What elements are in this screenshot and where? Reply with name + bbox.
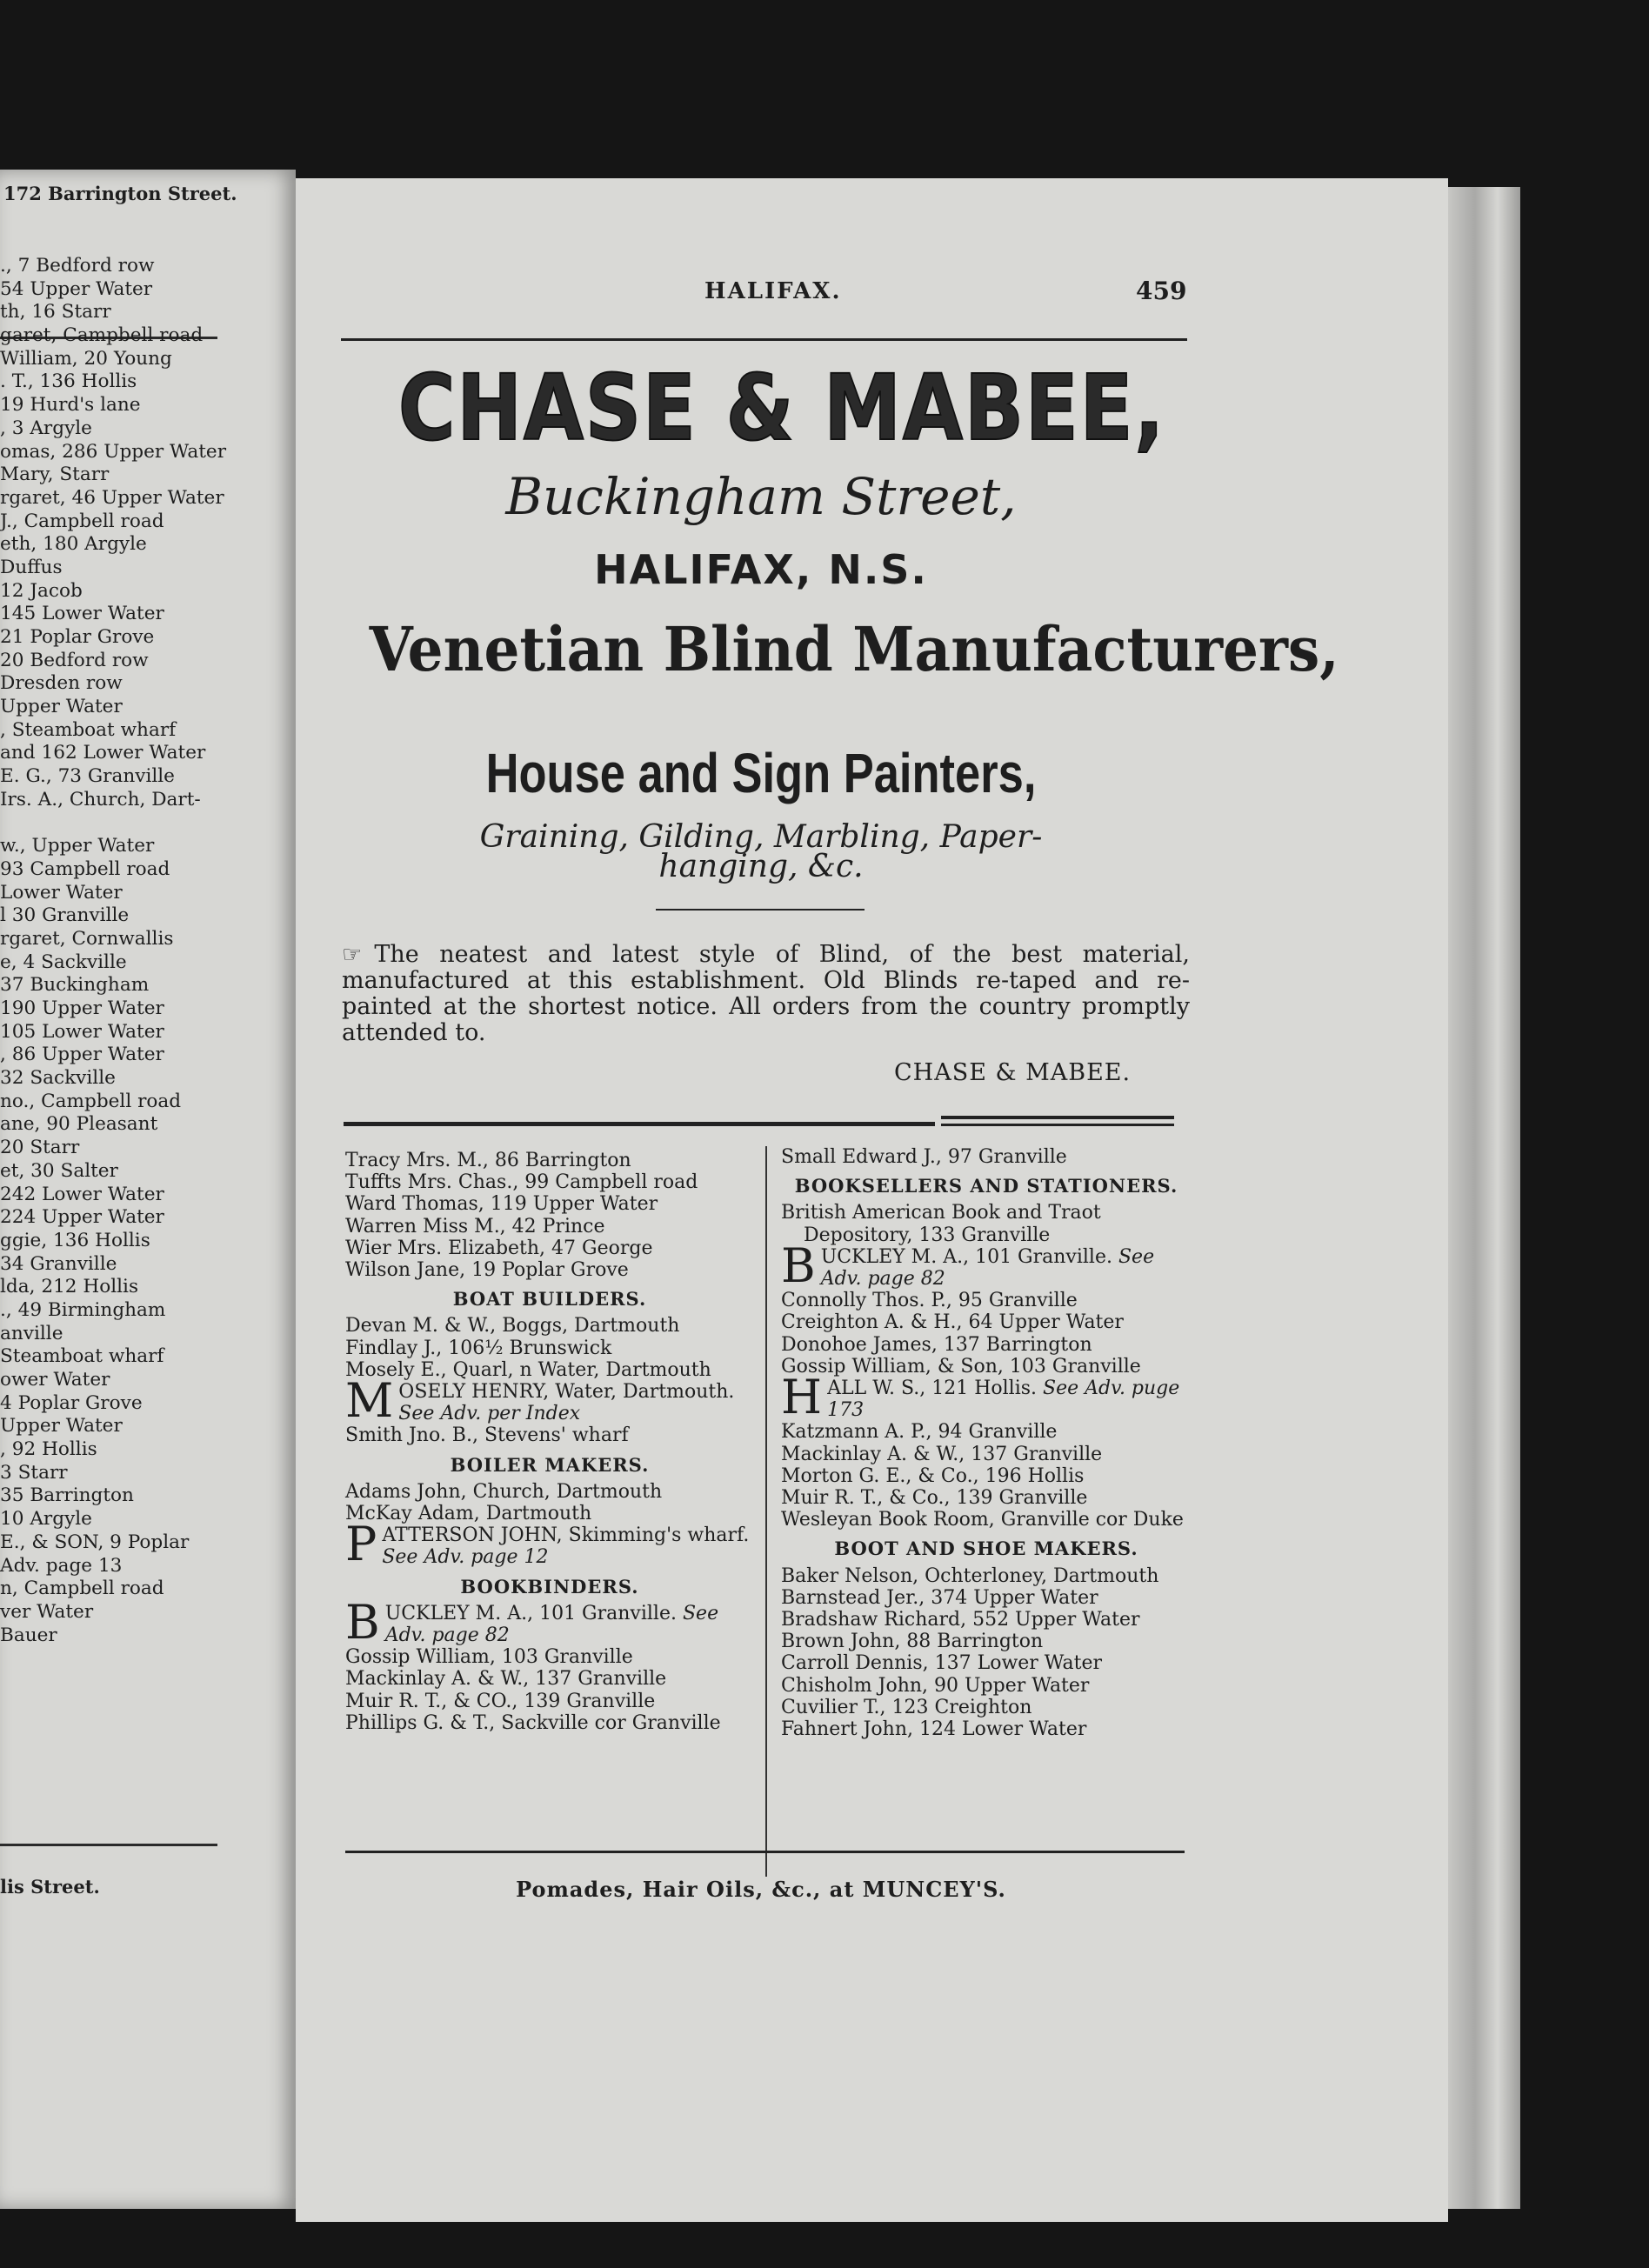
advertiser-reference: See Adv. puge 173: [827, 1377, 1180, 1422]
directory-entry: Carroll Dennis, 137 Lower Water: [781, 1652, 1102, 1675]
left-page-listing: [0, 255, 235, 1647]
left-page-line: no., Campbell road: [0, 1090, 182, 1112]
directory-entry: Baker Nelson, Ochterloney, Dartmouth: [781, 1564, 1159, 1587]
left-page-line: rgaret, Cornwallis: [0, 927, 174, 950]
advertiser-reference: See Adv. page 12: [382, 1546, 549, 1569]
left-page-line: 105 Lower Water: [0, 1020, 164, 1043]
painters-line: House and Sign Painters,: [485, 742, 1037, 804]
left-page-line: 21 Poplar Grove: [0, 626, 155, 648]
advertiser-name: ALL W. S.,: [827, 1377, 926, 1400]
left-page-line: Adv. page 13: [0, 1554, 123, 1577]
advertiser-reference: See Adv. page 82: [384, 1602, 719, 1647]
page-number: 459: [1136, 277, 1187, 305]
directory-entry: Mosely E., Quarl, n Water, Dartmouth: [345, 1358, 711, 1381]
directory-entry: Connolly Thos. P., 95 Granville: [781, 1290, 1078, 1312]
advertiser-reference: See Adv. per Index: [398, 1403, 581, 1425]
left-page-line: 10 Argyle: [0, 1508, 92, 1531]
left-page-line: William, 20 Young: [0, 347, 172, 370]
advertiser-entry: [781, 1370, 1192, 1425]
directory-entry: Muir R. T., & Co., 139 Granville: [781, 1487, 1088, 1510]
left-page-line: ., 49 Birmingham: [0, 1298, 166, 1321]
running-title: HALIFAX.: [704, 278, 842, 304]
ad-bottom-rule-right-1: [941, 1116, 1174, 1119]
advertiser-address: Skimming's wharf.: [562, 1524, 750, 1547]
entry-group: [781, 1202, 1192, 1245]
footer-advertisement: Pomades, Hair Oils, &c., at MUNCEY'S.: [516, 1877, 1006, 1902]
directory-entry: Mackinlay A. & W., 137 Granville: [345, 1668, 667, 1691]
entry-group: [345, 1646, 754, 1734]
left-page-line: Lower Water: [0, 881, 123, 904]
advertiser-entry: [345, 1373, 754, 1429]
left-page-line: 242 Lower Water: [0, 1183, 164, 1205]
left-page-line: Dresden row: [0, 672, 123, 695]
directory-entry: Ward Thomas, 119 Upper Water: [345, 1193, 658, 1216]
ad-body: [342, 942, 1190, 1046]
section-heading-booksellers: BOOKSELLERS AND STATIONERS.: [794, 1175, 1178, 1197]
directory-entry: Devan M. & W., Boggs, Dartmouth: [345, 1315, 680, 1337]
section-heading-boiler-makers: BOILER MAKERS.: [450, 1453, 650, 1476]
entry-group: [781, 1565, 1192, 1741]
left-page-line: Upper Water: [0, 1415, 123, 1438]
left-page-line: 37 Buckingham: [0, 974, 150, 997]
advertiser-entry: [345, 1517, 754, 1572]
directory-entry: Katzmann A. P., 94 Granville: [781, 1421, 1058, 1444]
column-divider: [765, 1146, 767, 1877]
advertiser-reference: See Adv. page 82: [820, 1245, 1155, 1291]
left-page-line: th, 16 Starr: [0, 301, 111, 324]
left-page-line: 190 Upper Water: [0, 997, 164, 1019]
left-page-line: 145 Lower Water: [0, 603, 164, 625]
directory-entry: Muir R. T., & CO., 139 Granville: [345, 1690, 656, 1712]
directory-entry: Creighton A. & H., 64 Upper Water: [781, 1311, 1124, 1334]
directory-entry: Warren Miss M., 42 Prince: [345, 1215, 605, 1237]
left-page-line: garet, Campbell road: [0, 324, 204, 347]
advertiser-name: ATTERSON JOHN,: [382, 1524, 563, 1547]
ad-signature: CHASE & MABEE.: [894, 1059, 1132, 1086]
directory-entry: Small Edward J., 97 Granville: [781, 1146, 1067, 1168]
left-page-line: 34 Granville: [0, 1252, 117, 1275]
directory-entry: McKay Adam, Dartmouth: [345, 1503, 592, 1525]
drop-cap: B: [781, 1237, 816, 1293]
drop-cap: H: [781, 1370, 823, 1425]
left-page-line: e, 4 Sackville: [0, 951, 127, 973]
directory-entry: Chisholm John, 90 Upper Water: [781, 1674, 1090, 1697]
left-page-line: , 92 Hollis: [0, 1438, 97, 1461]
ad-short-rule: [656, 909, 865, 911]
directory-entry: Mackinlay A. & W., 137 Granville: [781, 1443, 1103, 1465]
left-page-line: n, Campbell road: [0, 1578, 164, 1600]
left-page-line: [0, 812, 235, 836]
left-page-line: Bauer: [0, 1624, 57, 1646]
ad-bottom-rule-left: [344, 1122, 935, 1126]
pointing-hand-icon: ☞: [342, 942, 363, 968]
section-heading-boat-builders: BOAT BUILDERS.: [452, 1288, 647, 1311]
street-address: Buckingham Street,: [505, 467, 1017, 526]
left-page-line: lda, 212 Hollis: [0, 1276, 139, 1298]
entry-group: [781, 1421, 1192, 1531]
left-page-line: 224 Upper Water: [0, 1206, 164, 1229]
entry-group: [345, 1150, 754, 1281]
left-page-line: Duffus: [0, 556, 63, 578]
left-page-line: Upper Water: [0, 696, 123, 718]
left-page-line: 32 Sackville: [0, 1067, 116, 1090]
directory-entry: Donohoe James, 137 Barrington: [781, 1333, 1092, 1356]
directory-entry: Tracy Mrs. M., 86 Barrington: [345, 1150, 631, 1171]
directory-entry: Adams John, Church, Dartmouth: [345, 1480, 663, 1503]
directory-entry: British American Book and Traot Depository, 133 Granville: [781, 1202, 1101, 1246]
directory-column-right: [781, 1146, 1192, 1740]
left-page-line: , 3 Argyle: [0, 417, 92, 439]
directory-column-left: [345, 1150, 754, 1734]
entry-group: [345, 1424, 754, 1446]
directory-entry: Morton G. E., & Co., 196 Hollis: [781, 1464, 1085, 1487]
left-page-line: rgaret, 46 Upper Water: [0, 486, 224, 509]
drop-cap: P: [345, 1517, 377, 1572]
entry-group: [345, 1481, 754, 1524]
directory-bottom-rule: [345, 1851, 1185, 1853]
left-page-line: and 162 Lower Water: [0, 742, 206, 764]
advertiser-entry: [781, 1237, 1192, 1293]
left-bottom-rule: [0, 1844, 217, 1846]
left-page-line: , 86 Upper Water: [0, 1044, 164, 1066]
left-page-line: 3 Starr: [0, 1461, 68, 1484]
section-heading-boot-and-shoe: BOOT AND SHOE MAKERS.: [834, 1538, 1138, 1560]
entry-group: [345, 1315, 754, 1381]
services-line-1: Graining, Gilding, Marbling, Paper-: [479, 819, 1043, 855]
left-page-line: l 30 Granville: [0, 904, 130, 927]
directory-entry: Smith Jno. B., Stevens' wharf: [345, 1424, 629, 1447]
left-page-line: Irs. A., Church, Dart-: [0, 788, 201, 810]
trade-line: Venetian Blind Manufacturers,: [369, 613, 1339, 685]
left-page-line: . T., 136 Hollis: [0, 370, 137, 393]
left-page-footer: lis Street.: [0, 1876, 100, 1898]
left-page-line: ggie, 136 Hollis: [0, 1229, 150, 1251]
left-page-line: et, 30 Salter: [0, 1159, 118, 1182]
left-page-line: E., & SON, 9 Poplar: [0, 1531, 190, 1553]
services-line: [383, 819, 1139, 884]
entry-group: [781, 1290, 1192, 1377]
directory-entry: Wesleyan Book Room, Granville cor Duke: [781, 1509, 1184, 1531]
left-page-line: Mary, Starr: [0, 464, 110, 486]
directory-entry: Fahnert John, 124 Lower Water: [781, 1718, 1087, 1741]
left-page-line: w., Upper Water: [0, 835, 155, 857]
left-page-line: E. G., 73 Granville: [0, 765, 175, 788]
left-page-line: 54 Upper Water: [0, 277, 153, 300]
ad-body-text: The neatest and latest style of Blind, of the best material, manufactured at this establishment. Old Blinds re-taped and re-painted at the shortest notice. All orders from the country promptly attended to.: [342, 941, 1190, 1046]
drop-cap: M: [345, 1373, 394, 1429]
advertiser-name: UCKLEY M. A.,: [820, 1245, 970, 1268]
left-page-line: 20 Starr: [0, 1137, 80, 1159]
advertiser-address: 101 Granville.: [533, 1602, 677, 1624]
directory-entry: Barnstead Jer., 374 Upper Water: [781, 1586, 1098, 1609]
advertiser-entry: [345, 1594, 754, 1650]
advertiser-name: OSELY HENRY,: [398, 1381, 550, 1404]
left-page-line: eth, 180 Argyle: [0, 533, 147, 556]
left-page-line: J., Campbell road: [0, 510, 164, 532]
directory-entry: Wilson Jane, 19 Poplar Grove: [345, 1259, 629, 1282]
directory-entry: Findlay J., 106½ Brunswick: [345, 1337, 612, 1359]
section-heading-bookbinders: BOOKBINDERS.: [460, 1575, 639, 1598]
left-page-line: anville: [0, 1322, 63, 1344]
left-page-line: Steamboat wharf: [0, 1345, 164, 1368]
left-page-header: 172 Barrington Street.: [3, 183, 237, 204]
left-page-line: 20 Bedford row: [0, 649, 149, 671]
header-rule: [341, 338, 1187, 341]
left-page-line: ane, 90 Pleasant: [0, 1113, 158, 1136]
advertiser-name: UCKLEY M. A.,: [384, 1602, 534, 1624]
left-page-line: 35 Barrington: [0, 1484, 134, 1507]
ad-bottom-rule-right-2: [941, 1124, 1174, 1126]
left-page-line: ower Water: [0, 1369, 110, 1391]
directory-entry: Gossip William, & Son, 103 Granville: [781, 1355, 1141, 1377]
left-page-line: 93 Campbell road: [0, 857, 170, 880]
left-page-line: ., 7 Bedford row: [0, 255, 155, 277]
city: HALIFAX, N.S.: [594, 546, 928, 593]
left-page-line: 4 Poplar Grove: [0, 1391, 143, 1414]
directory-entry: Gossip William, 103 Granville: [345, 1646, 633, 1669]
entry-group: [781, 1146, 1192, 1168]
directory-entry: Brown John, 88 Barrington: [781, 1631, 1044, 1653]
left-page-line: 19 Hurd's lane: [0, 394, 141, 417]
left-page-line: ver Water: [0, 1600, 94, 1623]
left-page-line: omas, 286 Upper Water: [0, 440, 227, 463]
firm-name: CHASE & MABEE,: [397, 355, 1166, 461]
directory-entry: Wier Mrs. Elizabeth, 47 George: [345, 1237, 653, 1259]
left-page-line: , Steamboat wharf: [0, 718, 177, 741]
directory-entry: Phillips G. & T., Sackville cor Granville: [345, 1711, 721, 1734]
drop-cap: B: [345, 1594, 380, 1650]
advertiser-address: 121 Hollis.: [925, 1377, 1038, 1400]
left-page-line: 12 Jacob: [0, 579, 83, 602]
directory-entry: Bradshaw Richard, 552 Upper Water: [781, 1609, 1140, 1631]
advertiser-address: 101 Granville.: [969, 1245, 1112, 1268]
services-line-2: hanging, &c.: [658, 849, 864, 884]
directory-entry: Tuffts Mrs. Chas., 99 Campbell road: [345, 1171, 698, 1194]
directory-entry: Cuvilier T., 123 Creighton: [781, 1696, 1032, 1718]
advertiser-address: Water, Dartmouth.: [549, 1381, 735, 1404]
